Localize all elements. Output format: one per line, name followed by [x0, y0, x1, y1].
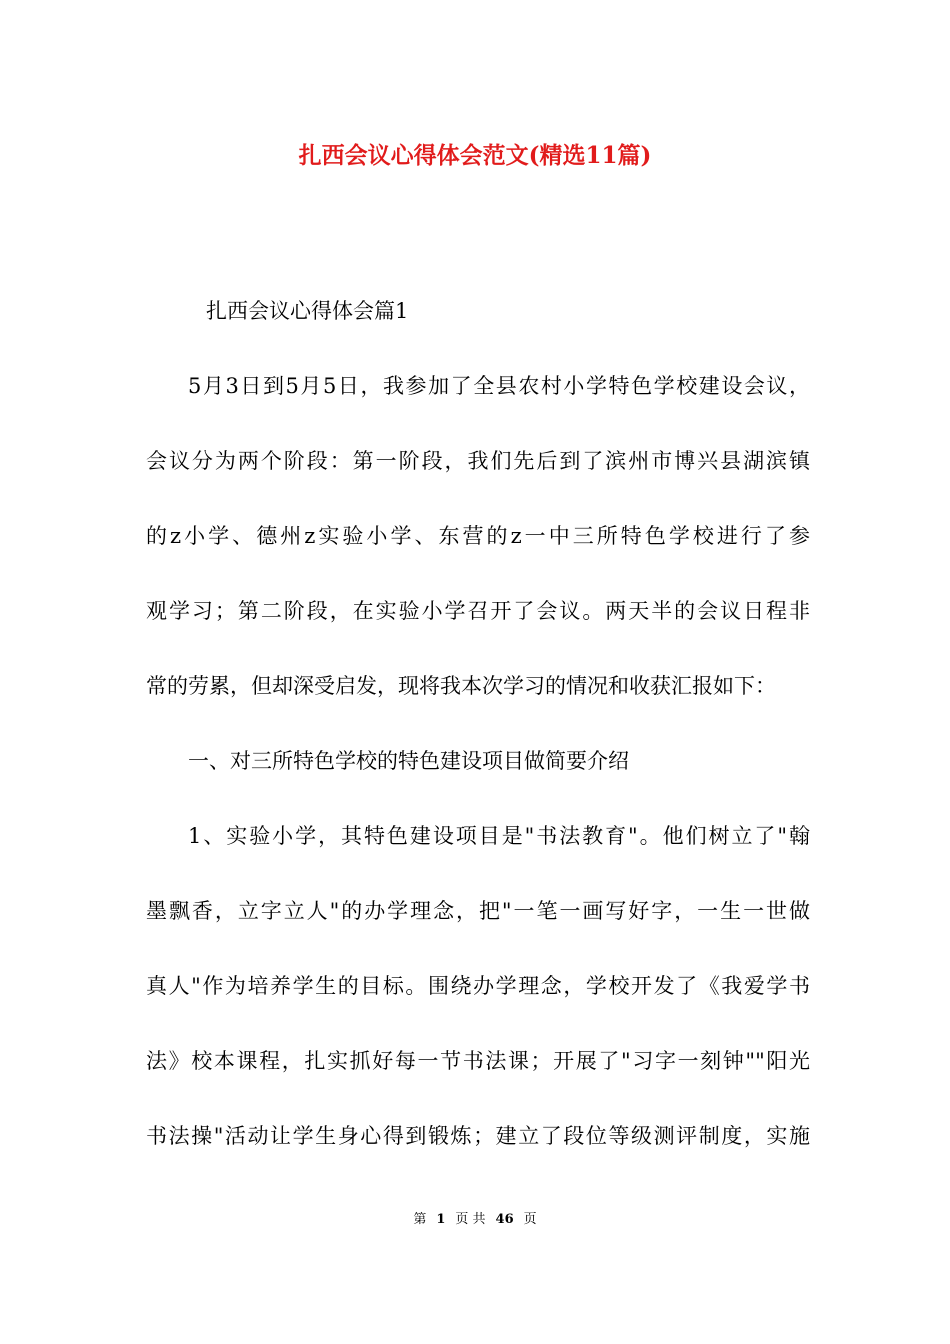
paragraph-line: 的z小学、德州z实验小学、东营的z一中三所特色学校进行了参: [146, 524, 810, 548]
subsection-heading: 一、对三所特色学校的特色建设项目做简要介绍: [188, 749, 629, 773]
document-title: 扎西会议心得体会范文(精选11篇): [298, 142, 652, 169]
footer-current-page: 1: [436, 1212, 446, 1227]
paragraph-line: 书法操"活动让学生身心得到锻炼；建立了段位等级测评制度，实施: [146, 1124, 810, 1148]
paragraph-line: 会议分为两个阶段：第一阶段，我们先后到了滨州市博兴县湖滨镇: [146, 449, 810, 473]
footer-middle: 页 共: [455, 1212, 486, 1227]
footer-prefix: 第: [413, 1212, 427, 1227]
paragraph-line: 1、实验小学，其特色建设项目是"书法教育"。他们树立了"翰: [188, 824, 810, 848]
paragraph-line: 常的劳累，但却深受启发，现将我本次学习的情况和收获汇报如下：: [146, 674, 776, 698]
paragraph-line: 5月3日到5月5日，我参加了全县农村小学特色学校建设会议，: [188, 374, 810, 398]
paragraph-line: 法》校本课程，扎实抓好每一节书法课；开展了"习字一刻钟""阳光: [146, 1049, 810, 1073]
footer-suffix: 页: [523, 1212, 537, 1227]
page-footer: [0, 1210, 950, 1230]
paragraph-line: 真人"作为培养学生的目标。围绕办学理念，学校开发了《我爱学书: [146, 974, 810, 998]
document-body: [146, 274, 810, 1174]
footer-total-pages: 46: [495, 1212, 514, 1227]
paragraph-line: 观学习；第二阶段，在实验小学召开了会议。两天半的会议日程非: [146, 599, 810, 623]
section-heading: 扎西会议心得体会篇1: [206, 299, 409, 323]
paragraph-line: 墨飘香，立字立人"的办学理念，把"一笔一画写好字，一生一世做: [146, 899, 810, 923]
